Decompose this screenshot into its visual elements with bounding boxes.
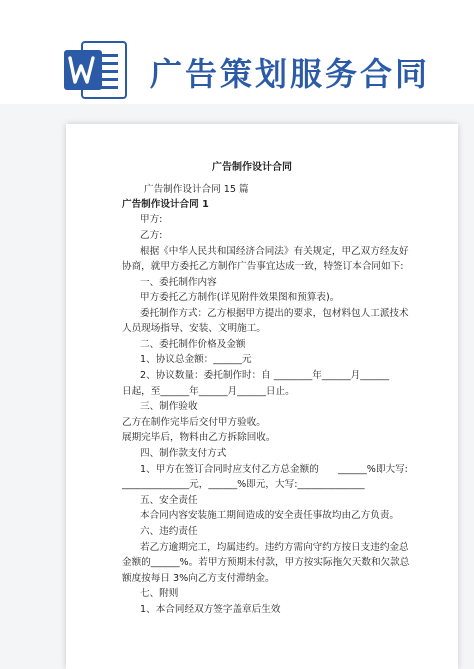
text-line: 委托制作方式：乙方根据甲方提出的要求，包材料包人工派技术 xyxy=(140,308,409,319)
text-line: 1、协议总金额：______元 xyxy=(140,354,252,365)
section-heading: 广告制作设计合同 1 xyxy=(122,199,209,210)
text-line: 三、制作验收 xyxy=(140,401,198,412)
header-banner xyxy=(0,0,474,104)
text-line: 金额的______%。若甲方预期未付款，甲方按实际拖欠天数和欠款总 xyxy=(122,557,410,568)
text-line: 四、制作款支付方式 xyxy=(140,448,227,459)
text-line: ______________元，______%即元，大写:______________ xyxy=(122,479,365,490)
text-line: 协商，就甲方委托乙方制作广告事宜达成一致，特签订本合同如下: xyxy=(122,261,404,272)
text-line: 本合同内容安装施工期间造成的安全责任事故均由乙方负责。 xyxy=(140,510,400,521)
text-line: 展期完毕后，物料由乙方拆除回收。 xyxy=(122,432,276,443)
text-line: 乙方在制作完毕后交付甲方验收。 xyxy=(122,417,266,428)
text-line: 2、协议数量：委托制作时：自 ________年______月______ xyxy=(140,370,389,381)
word-document-icon xyxy=(62,40,130,100)
text-line: 五、安全责任 xyxy=(140,495,198,506)
document-page[interactable] xyxy=(66,124,458,669)
text-line: 人员现场指导、安装、文明施工。 xyxy=(122,323,266,334)
document-body xyxy=(66,124,458,669)
text-line: 乙方: xyxy=(140,230,163,241)
text-line: 额度按每日 3%向乙方支付滞纳金。 xyxy=(122,573,275,584)
banner-title: 广告策划服务合同 xyxy=(150,55,431,93)
document-title: 广告制作设计合同 xyxy=(212,162,292,173)
text-line: 1、甲方在签订合同时应支付乙方总金额的 ______%即大写: xyxy=(140,464,408,475)
text-line: 七、附则 xyxy=(140,588,179,599)
text-line: 甲方: xyxy=(140,214,163,225)
text-line: 甲方委托乙方制作(详见附件效果图和预算表)。 xyxy=(140,292,340,303)
text-line: 日起，至______年______月______日止。 xyxy=(122,386,295,397)
text-line: 若乙方逾期完工，均属违约。违约方需向守约方按日支违约金总 xyxy=(140,542,409,553)
text-line: 一、委托制作内容 xyxy=(140,277,217,288)
text-line: 1、本合同经双方签字盖章后生效 xyxy=(140,604,281,615)
text-line: 二、委托制作价格及金额 xyxy=(140,339,246,350)
document-subtitle: 广告制作设计合同 15 篇 xyxy=(144,184,249,195)
text-line: 根据《中华人民共和国经济合同法》有关规定，甲乙双方经友好 xyxy=(140,246,409,257)
text-line: 六、违约责任 xyxy=(140,526,198,537)
